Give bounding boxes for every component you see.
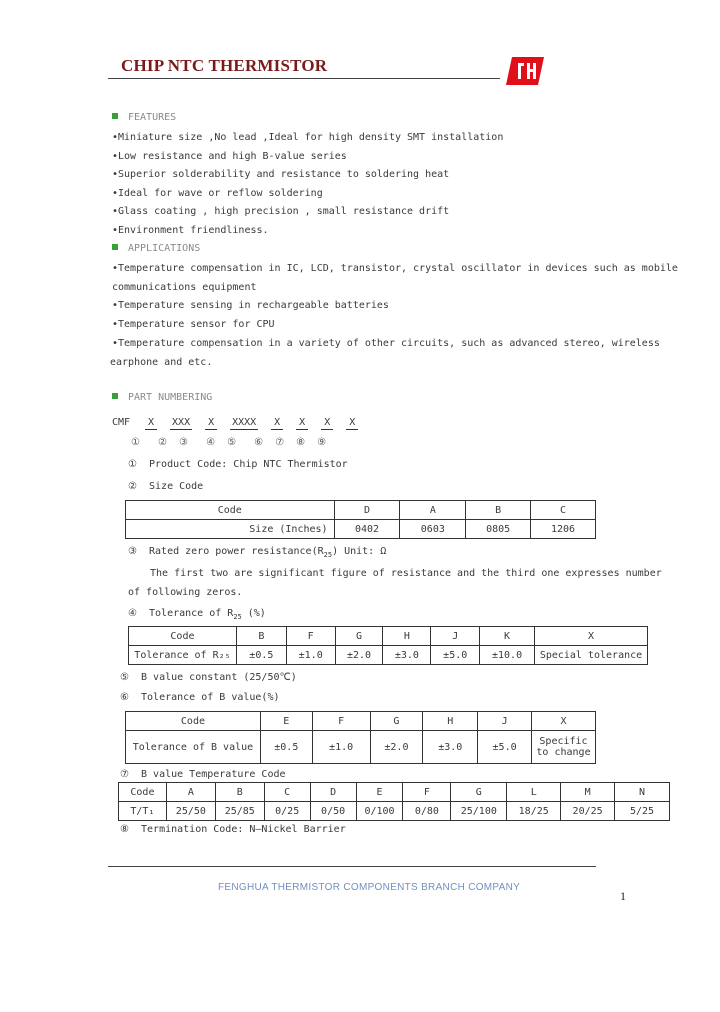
table-cell: ±3.0 [423,731,478,764]
table-cell: ±1.0 [312,731,370,764]
marker: ⑥ [254,437,264,448]
table-cell: 0603 [400,520,466,539]
table-cell: A [400,501,466,520]
marker: ② [158,437,167,448]
marker: ⑧ [296,437,306,448]
table-cell: F [286,627,335,646]
table-cell: Code [129,627,237,646]
title-divider [108,78,500,79]
table-cell: X [534,627,647,646]
part-number-markers [131,437,326,448]
feature-item: •Low resistance and high B-value series [112,151,347,162]
marker: ① [131,437,140,448]
feature-item: •Ideal for wave or reflow soldering [112,188,323,199]
code-part: XXXX [232,417,257,428]
table-cell: 0/100 [356,802,403,821]
termination-code: ⑧ Termination Code: N—Nickel Barrier [120,824,346,835]
code-part: X [271,416,283,430]
table-cell: D [310,783,356,802]
tolerance-r-table [128,626,648,665]
feature-item: •Glass coating , high precision , small resistance drift [112,206,450,217]
resistance-desc: of following zeros. [128,587,243,598]
table-cell: K [480,627,535,646]
table-cell: 25/85 [215,802,264,821]
part-number-code [110,416,358,430]
footer-company: FENGHUA THERMISTOR COMPONENTS BRANCH COMPANY [218,882,521,893]
table-cell: G [335,627,383,646]
tolerance-b-label: ⑥ Tolerance of B value(%) [120,692,280,703]
table-cell: 0/50 [310,802,356,821]
application-line: •Temperature compensation in IC, LCD, transistor, crystal oscillator in devices such as mobile [112,263,678,274]
table-cell: 25/100 [451,802,507,821]
table-cell: F [403,783,451,802]
tolerance-b-table [125,711,596,764]
table-row [129,646,648,665]
feature-item: •Miniature size ,No lead ,Ideal for high density SMT installation [112,132,504,143]
table-cell: Code [119,783,167,802]
b-temp-table [118,782,670,821]
table-cell: C [264,783,310,802]
code-part: X [205,416,217,430]
application-line: •Temperature compensation in a variety of other circuits, such as advanced stereo, wireless [112,338,660,349]
page-title: CHIP NTC THERMISTOR [121,56,328,75]
table-cell: Code [126,501,335,520]
bullet-square-icon [112,113,118,119]
feature-item: •Environment friendliness. [112,225,269,236]
application-line: •Temperature sensor for CPU [112,319,275,330]
table-cell: Code [126,712,261,731]
bullet-square-icon [112,244,118,250]
table-cell: 0/25 [264,802,310,821]
application-line: •Temperature sensing in rechargeable batteries [112,300,389,311]
table-row [126,501,596,520]
table-cell: ±2.0 [370,731,423,764]
marker: ④ [206,437,216,448]
code-part: X [321,416,333,430]
table-cell: 18/25 [507,802,561,821]
part-numbering-heading: PART NUMBERING [112,392,212,403]
table-cell: G [370,712,423,731]
code-part: X [296,416,308,430]
table-cell: 20/25 [561,802,615,821]
table-cell: A [166,783,215,802]
b-value-constant: ⑤ B value constant (25/50℃) [120,672,297,683]
table-cell: B [466,501,531,520]
resistance-label: ③ Rated zero power $resistance(R_{25})$ Unit: Ω [128,546,387,559]
table-cell: J [431,627,480,646]
table-cell: X [532,712,596,731]
table-cell: B [236,627,286,646]
code-part: XXX [172,417,191,428]
table-cell: B [215,783,264,802]
table-cell: Specific to change [532,731,596,764]
table-row [119,802,670,821]
b-temp-label: ⑦ B value Temperature Code [120,769,286,780]
table-cell: H [423,712,478,731]
table-cell: D [334,501,400,520]
product-code: ① Product Code: Chip NTC Thermistor [128,459,348,470]
application-line: communications equipment [112,282,257,293]
table-row [126,520,596,539]
table-cell: L [507,783,561,802]
table-cell: G [451,783,507,802]
feature-item: •Superior solderability and resistance to soldering heat [112,169,450,180]
size-code-label: ② Size Code [128,481,204,492]
table-cell: ±1.0 [286,646,335,665]
tolerance-r-label: ④ Tolerance of $R_{25}$ (%) [128,608,266,621]
applications-heading: APPLICATIONS [112,243,200,254]
table-cell: N [615,783,670,802]
code-part: CMF [111,417,131,428]
table-cell: ±5.0 [478,731,532,764]
table-cell: ±3.0 [383,646,431,665]
table-cell: 5/25 [615,802,670,821]
table-cell: T/T₁ [119,802,167,821]
table-cell: ±0.5 [236,646,286,665]
table-row [126,712,596,731]
table-cell: Tolerance of R₂₅ [129,646,237,665]
table-row [119,783,670,802]
table-cell: ±10.0 [480,646,535,665]
size-code-table [125,500,596,539]
marker: ③ [179,437,189,448]
table-row [129,627,648,646]
table-cell: ±0.5 [260,731,312,764]
table-cell: E [356,783,403,802]
page-number: 1 [620,889,626,903]
table-cell: F [312,712,370,731]
marker: ⑦ [275,437,285,448]
table-cell: Size (Inches) [126,520,335,539]
table-cell: E [260,712,312,731]
table-cell: ±5.0 [431,646,480,665]
table-cell: 1206 [531,520,596,539]
table-cell: 0/80 [403,802,451,821]
marker: ⑨ [317,437,327,448]
code-part: X [145,416,157,430]
table-cell: Tolerance of B value [126,731,261,764]
marker: ⑤ [227,437,237,448]
table-cell: 25/50 [166,802,215,821]
table-cell: Special tolerance [534,646,647,665]
features-heading: FEATURES [112,112,176,123]
resistance-desc: The first two are significant figure of resistance and the third one expresses number [150,568,662,579]
company-logo-icon [506,55,544,87]
bullet-square-icon [112,393,118,399]
application-line: earphone and etc. [110,357,213,368]
footer-divider [108,866,596,867]
table-cell: ±2.0 [335,646,383,665]
table-cell: 0402 [334,520,400,539]
table-cell: C [531,501,596,520]
table-row [126,731,596,764]
table-cell: 0805 [466,520,531,539]
code-part: X [346,416,358,430]
table-cell: M [561,783,615,802]
table-cell: J [478,712,532,731]
table-cell: H [383,627,431,646]
